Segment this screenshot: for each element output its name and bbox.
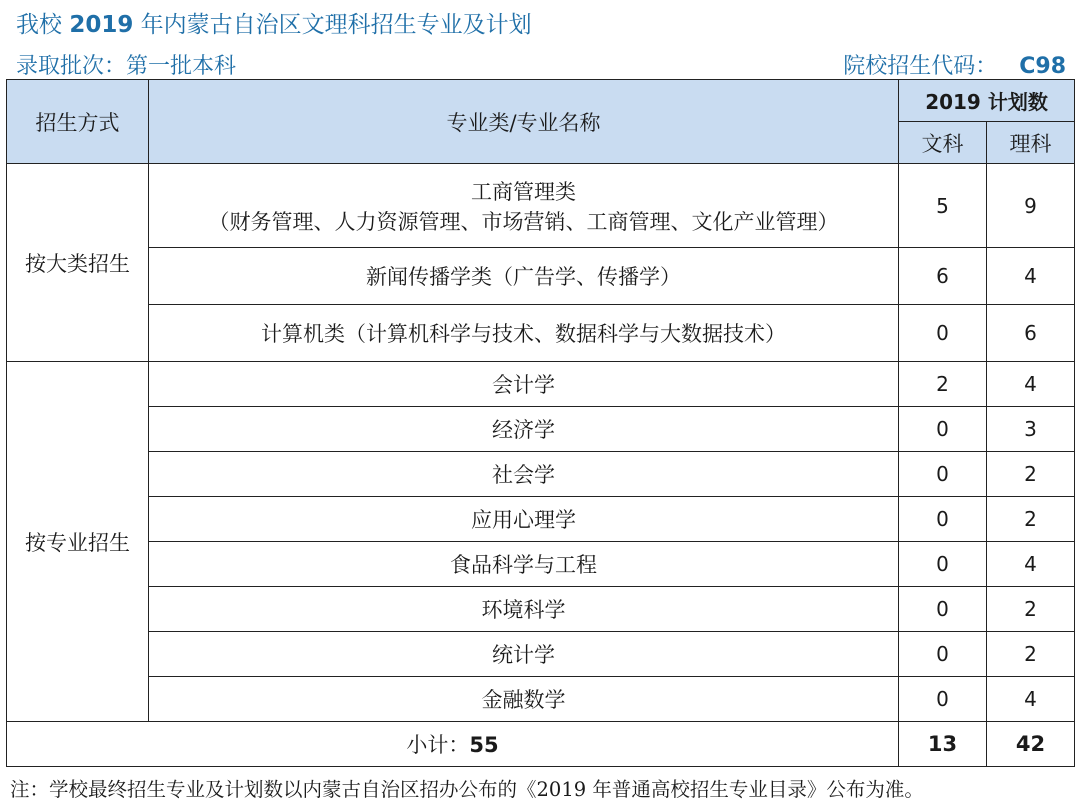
plan-table — [6, 79, 1075, 767]
batch-label: 录取批次：第一批本科 — [16, 54, 237, 79]
major-name: 会计学 — [149, 362, 899, 407]
total-science-value: 42 — [1015, 732, 1046, 756]
major-name: 食品科学与工程 — [149, 542, 899, 587]
major-name-main: 工商管理类 — [471, 179, 576, 204]
table-row — [7, 407, 1075, 452]
code-value: C98 — [1019, 54, 1066, 79]
science-count: 9 — [987, 164, 1075, 248]
group-major: 按专业招生 — [7, 362, 149, 722]
header-plan: 2019 计划数 — [899, 80, 1075, 122]
table-row — [7, 305, 1075, 362]
title-prefix: 我校 — [16, 12, 70, 38]
major-name: 社会学 — [149, 452, 899, 497]
table-row — [7, 164, 1075, 248]
science-count: 4 — [987, 362, 1075, 407]
table-row — [7, 677, 1075, 722]
arts-count: 0 — [899, 542, 987, 587]
header-arts: 文科 — [899, 122, 987, 164]
table-row — [7, 632, 1075, 677]
arts-count: 0 — [899, 587, 987, 632]
footnote: 注：学校最终招生专业及计划数以内蒙古自治区招办公布的《2019 年普通高校招生专业目录》公布为准。 — [10, 778, 924, 801]
total-value: 55 — [469, 733, 499, 757]
arts-count: 0 — [899, 677, 987, 722]
arts-count: 0 — [899, 632, 987, 677]
total-label-cell — [7, 722, 899, 767]
header-science: 理科 — [987, 122, 1075, 164]
major-name — [149, 164, 899, 248]
school-code — [843, 49, 1066, 80]
major-name: 统计学 — [149, 632, 899, 677]
arts-count: 0 — [899, 305, 987, 362]
total-science — [987, 722, 1075, 767]
title-year: 2019 — [69, 12, 134, 38]
arts-count: 2 — [899, 362, 987, 407]
header-major: 专业类/专业名称 — [149, 80, 899, 164]
major-name: 环境科学 — [149, 587, 899, 632]
table-row — [7, 497, 1075, 542]
science-count: 4 — [987, 542, 1075, 587]
science-count: 3 — [987, 407, 1075, 452]
table-row — [7, 587, 1075, 632]
info-row — [16, 49, 1066, 79]
major-name: 经济学 — [149, 407, 899, 452]
header-method: 招生方式 — [7, 80, 149, 164]
science-count: 6 — [987, 305, 1075, 362]
major-name: 金融数学 — [149, 677, 899, 722]
table-row — [7, 542, 1075, 587]
total-arts-value: 13 — [927, 732, 958, 756]
science-count: 4 — [987, 248, 1075, 305]
arts-count: 6 — [899, 248, 987, 305]
table-row — [7, 452, 1075, 497]
code-label: 院校招生代码： — [843, 54, 998, 79]
major-name-sub: （财务管理、人力资源管理、市场营销、工商管理、文化产业管理） — [208, 209, 839, 234]
table-row — [7, 248, 1075, 305]
major-name: 应用心理学 — [149, 497, 899, 542]
group-broad: 按大类招生 — [7, 164, 149, 362]
total-label: 小计： — [406, 733, 470, 757]
major-name: 新闻传播学类（广告学、传播学） — [149, 248, 899, 305]
table-row — [7, 362, 1075, 407]
total-arts — [899, 722, 987, 767]
science-count: 2 — [987, 632, 1075, 677]
arts-count: 0 — [899, 407, 987, 452]
science-count: 2 — [987, 497, 1075, 542]
arts-count: 5 — [899, 164, 987, 248]
science-count: 2 — [987, 587, 1075, 632]
arts-count: 0 — [899, 452, 987, 497]
major-name: 计算机类（计算机科学与技术、数据科学与大数据技术） — [149, 305, 899, 362]
title-suffix: 年内蒙古自治区文理科招生专业及计划 — [133, 12, 532, 38]
science-count: 4 — [987, 677, 1075, 722]
page-title — [16, 6, 532, 39]
total-row — [7, 722, 1075, 767]
science-count: 2 — [987, 452, 1075, 497]
arts-count: 0 — [899, 497, 987, 542]
